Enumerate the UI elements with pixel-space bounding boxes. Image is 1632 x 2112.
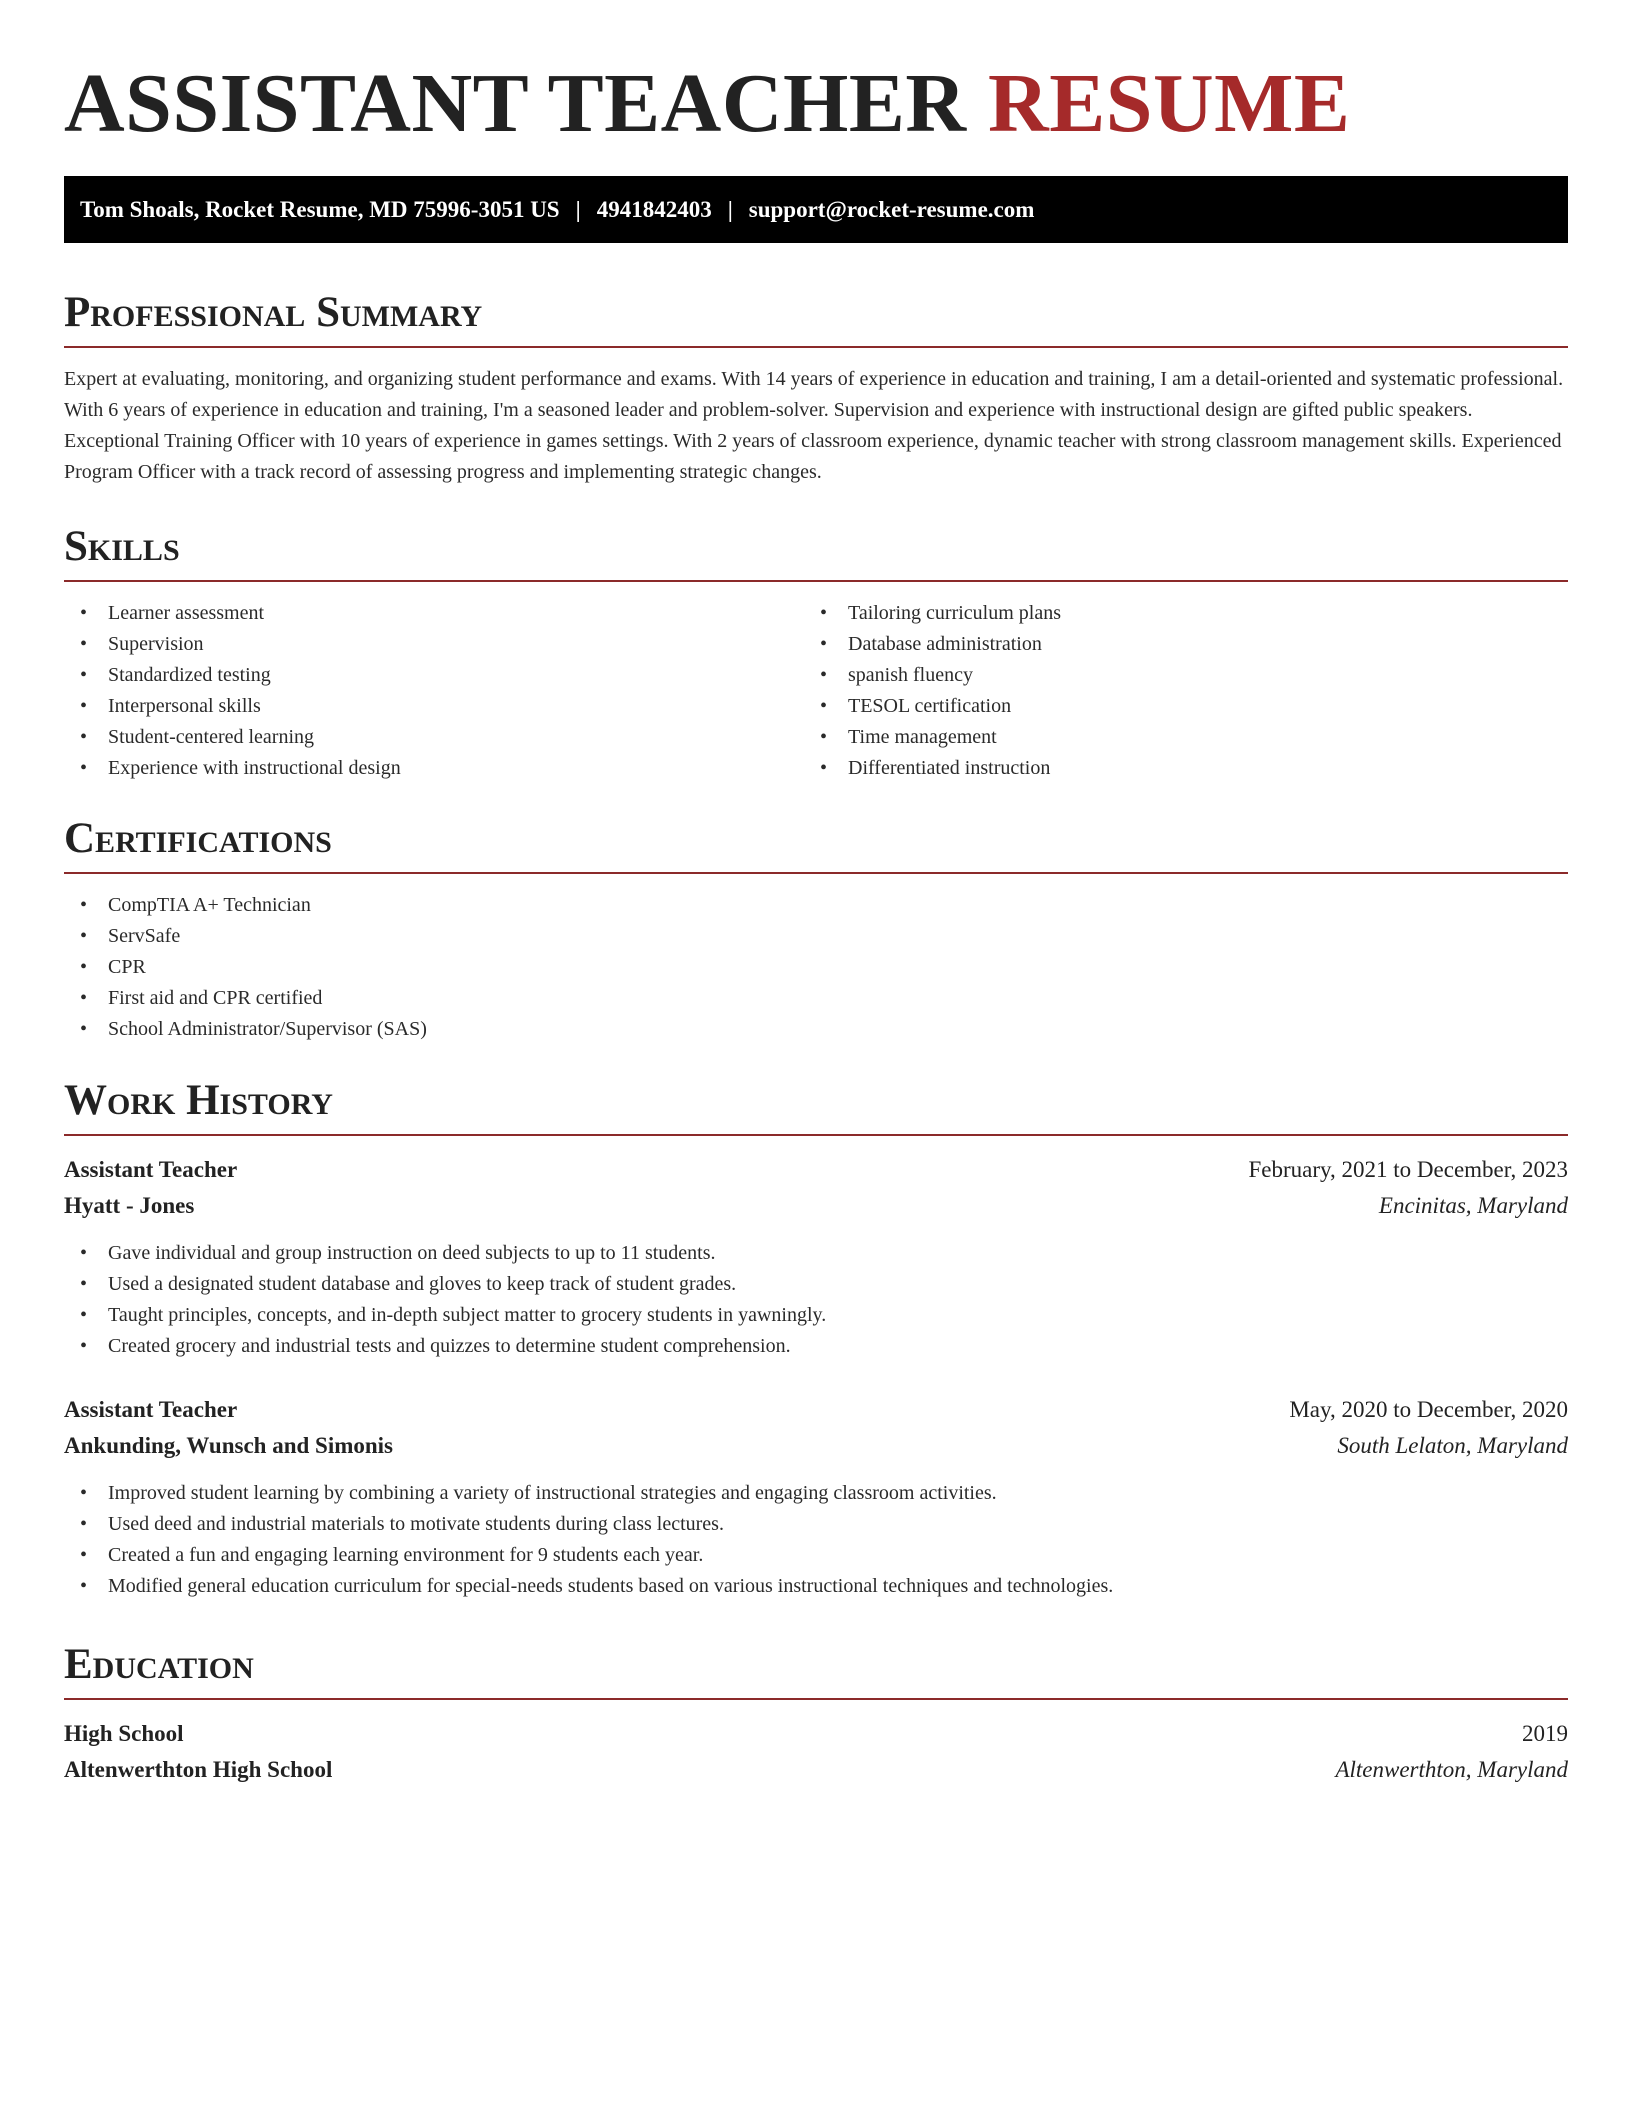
certification-item: • First aid and CPR certified xyxy=(64,983,1568,1014)
education-school: Altenwerthton High School xyxy=(64,1757,333,1782)
job-dates: May, 2020 to December, 2020 xyxy=(1289,1397,1568,1422)
skill-item: • Interpersonal skills xyxy=(64,691,804,722)
skills-columns xyxy=(64,582,1568,784)
skill-item: • Time management xyxy=(804,722,1544,753)
summary-text: Expert at evaluating, monitoring, and organizing student performance and exams. With 14 years of experience in education and training, I am a detail-oriented and systematic professional. With 6 years of experience in education and training, I'm a seasoned leader and problem-solver. Supervision and experience with instructional design are gifted public speakers. Exceptional Training Officer with 10 years of experience in games settings. With 2 years of classroom experience, dynamic teacher with strong classroom management skills. Experienced Program Officer with a track record of assessing progress and implementing strategic changes. xyxy=(64,368,1564,483)
contact-phone[interactable]: 4941842403 xyxy=(596,197,712,222)
job-duty: • Used deed and industrial materials to motivate students during class lectures. xyxy=(64,1509,1568,1540)
job-location: South Lelaton, Maryland xyxy=(1337,1433,1568,1458)
education-school-row xyxy=(64,1752,1568,1788)
skills-heading: Skills xyxy=(64,518,1568,582)
job-company-row xyxy=(64,1188,1568,1224)
title-main: ASSISTANT TEACHER xyxy=(64,57,967,150)
job-duty: • Improved student learning by combining a variety of instructional strategies and engaging classroom activities. xyxy=(64,1478,1568,1509)
job-header-row xyxy=(64,1392,1568,1428)
job-duty: • Created a fun and engaging learning environment for 9 students each year. xyxy=(64,1540,1568,1571)
job-duty: • Used a designated student database and gloves to keep track of student grades. xyxy=(64,1269,1568,1300)
education-degree: High School xyxy=(64,1721,184,1746)
education-entry xyxy=(64,1716,1568,1788)
skills-list-left xyxy=(64,598,804,784)
job-company-row xyxy=(64,1428,1568,1464)
certifications-heading: Certifications xyxy=(64,810,1568,874)
skill-item: • Learner assessment xyxy=(64,598,804,629)
skill-item: • Standardized testing xyxy=(64,660,804,691)
job-duty: • Taught principles, concepts, and in-depth subject matter to grocery students in yawningly. xyxy=(64,1300,1568,1331)
skill-item: • Experience with instructional design xyxy=(64,753,804,784)
certifications-section xyxy=(64,810,1568,1045)
education-header-row xyxy=(64,1716,1568,1752)
skill-item: • Database administration xyxy=(804,629,1544,660)
skill-item: • TESOL certification xyxy=(804,691,1544,722)
certification-item: • School Administrator/Supervisor (SAS) xyxy=(64,1014,1568,1045)
certification-item: • ServSafe xyxy=(64,921,1568,952)
job-company: Ankunding, Wunsch and Simonis xyxy=(64,1433,394,1458)
title-accent: RESUME xyxy=(988,57,1351,150)
page-title xyxy=(64,56,1350,152)
education-location: Altenwerthton, Maryland xyxy=(1335,1757,1568,1782)
work-history-heading: Work History xyxy=(64,1072,1568,1136)
contact-bar xyxy=(64,176,1568,243)
job-title: Assistant Teacher xyxy=(64,1157,238,1182)
job-duties-list xyxy=(64,1238,1568,1362)
job-dates: February, 2021 to December, 2023 xyxy=(1248,1157,1568,1182)
summary-section xyxy=(64,284,1568,488)
certification-item: • CompTIA A+ Technician xyxy=(64,890,1568,921)
contact-separator: | xyxy=(727,197,733,222)
skills-section xyxy=(64,518,1568,784)
job-duties-list xyxy=(64,1478,1568,1602)
job-duty: • Gave individual and group instruction on deed subjects to up to 11 students. xyxy=(64,1238,1568,1269)
job-company: Hyatt - Jones xyxy=(64,1193,195,1218)
job-title: Assistant Teacher xyxy=(64,1397,238,1422)
certification-item: • CPR xyxy=(64,952,1568,983)
skill-item: • Supervision xyxy=(64,629,804,660)
summary-heading: Professional Summary xyxy=(64,284,1568,348)
skills-list-right xyxy=(804,598,1544,784)
job-header-row xyxy=(64,1152,1568,1188)
education-year: 2019 xyxy=(1522,1721,1568,1746)
contact-email[interactable]: support@rocket-resume.com xyxy=(748,197,1035,222)
skill-item: • Tailoring curriculum plans xyxy=(804,598,1544,629)
job-location: Encinitas, Maryland xyxy=(1378,1193,1568,1218)
work-history-section xyxy=(64,1072,1568,1602)
certifications-list xyxy=(64,890,1568,1045)
skill-item: • spanish fluency xyxy=(804,660,1544,691)
job-duty: • Created grocery and industrial tests and quizzes to determine student comprehension. xyxy=(64,1331,1568,1362)
job-duty: • Modified general education curriculum for special-needs students based on various instructional techniques and technologies. xyxy=(64,1571,1568,1602)
skill-item: • Differentiated instruction xyxy=(804,753,1544,784)
job-entry xyxy=(64,1392,1568,1602)
contact-address: Tom Shoals, Rocket Resume, MD 75996-3051 US xyxy=(80,197,560,222)
education-heading: Education xyxy=(64,1636,1568,1700)
job-entry xyxy=(64,1152,1568,1362)
skill-item: • Student-centered learning xyxy=(64,722,804,753)
education-section xyxy=(64,1636,1568,1788)
contact-separator: | xyxy=(575,197,581,222)
